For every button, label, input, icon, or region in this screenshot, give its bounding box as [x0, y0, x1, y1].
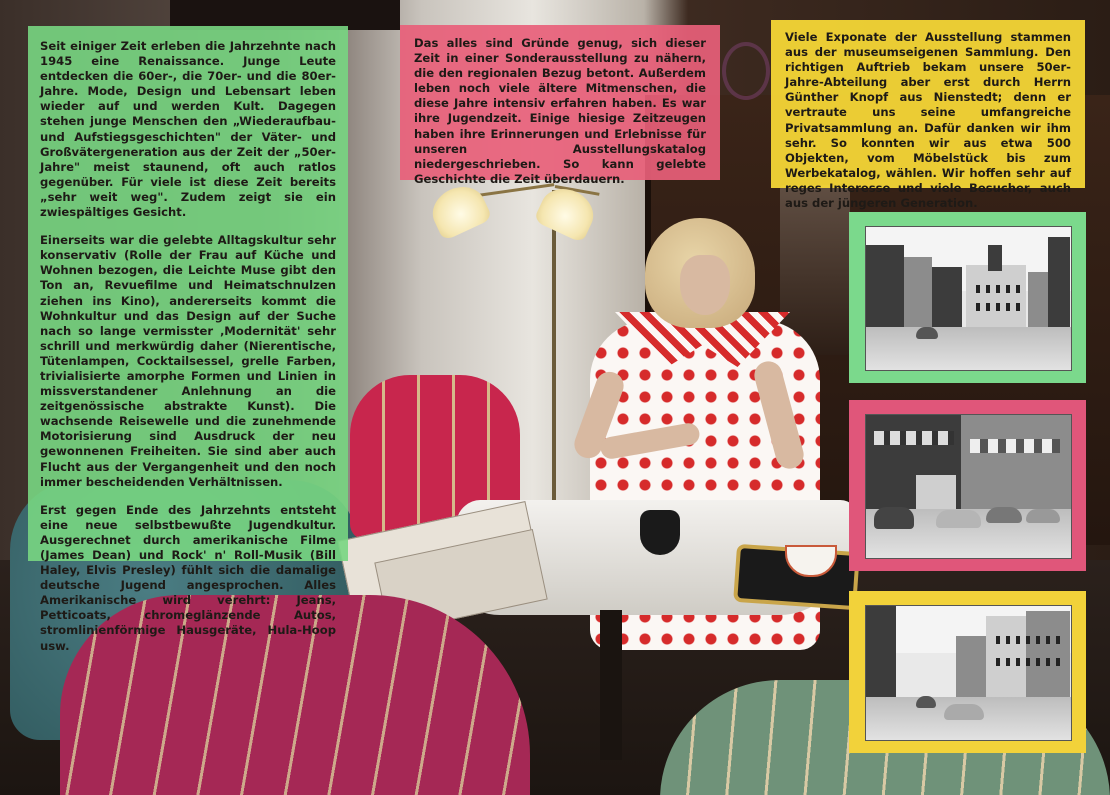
table-leg [600, 610, 622, 760]
text-panel-middle [400, 25, 720, 186]
glass-bowl [722, 42, 770, 100]
floor-lamp [552, 190, 556, 520]
photo-frame-half-timbered [849, 591, 1086, 753]
paragraph-alltagskultur: Einerseits war die gelebte Alltagskultur sehr konservativ (Rolle der Frau auf Küche und Wohnen bezogen, die Leichte Muse gibt den Ton an, Revuefilme und Heimatschnulzen ziehen ins Kino), andererseits kommt die Wohnkultur und das Design auf der Suche nach so lange vermisster ‚Modernität' sehr schrill und merkwürdig daher (Nierentische, Tütenlampen, Cocktailsessel, grelle Farben, trivialisierte amorphe Formen und Linien in missverstandener Anlehnung an die zeitgenössische abstrakte Kunst). Die wachsende Reisewelle und die zunehmende Motorisierung sind Ausdruck der neu gewonnenen Freiheiten. Sie sind aber auch Flucht aus der Vergangenheit und den noch immer bescheidenden Verhältnissen. [40, 233, 336, 489]
text-panel-left [28, 26, 348, 653]
text-panel-right [771, 20, 1085, 211]
photo-town-square [865, 226, 1072, 371]
paragraph-jugendkultur: Erst gegen Ende des Jahrzehnts entsteht eine neue selbstbewußte Jugendkultur. Ausgerechnet durch amerikanische Filme (James Dean) und Rock' n' Roll-Musik (Bill Haley, Elvis Presley) fühlt sich die damalige deutsche Jugend angesprochen. Alles Amerikanische wird verehrt: Jeans, Petticoats, chromeglänzende Autos, stromlinienförmige Hausgeräte, Hula-Hoop usw. [40, 502, 336, 653]
photo-frame-street-cars [849, 400, 1086, 571]
photo-street-cars [865, 414, 1072, 559]
cocktail-stick-holder [640, 510, 680, 555]
paragraph-exponate: Viele Exponate der Ausstellung stammen aus der museumseigenen Sammlung. Den richtigen Auftrieb bekam unsere 50er-Jahre-Abteilung aber erst durch Herrn Günther Knopf aus Nienstedt; denn er vertraute uns seine umfangreiche Privatsammlung an. Dafür danken wir ihm sehr. So konnten wir aus etwa 500 Objekten, vom Möbelstück bis zum Werbekatalog, wählen. Wir hoffen sehr auf reges Interesse und viele Besucher, auch aus der jüngeren Generation. [785, 30, 1071, 211]
paragraph-renaissance: Seit einiger Zeit erleben die Jahrzehnte nach 1945 eine Renaissance. Junge Leute entdecken die 60er-, die 70er- und die 80er-Jahre. Mode, Design und Lebensart leben wieder auf und werden Kult. Dagegen stehen junge Menschen den „Wiederaufbau- und Aufstiegsgeschichten" der Väter- und Großvätergeneration aus der Zeit der „50er-Jahre" meist staunend, oft auch ratlos gegenüber. Für viele ist diese Zeit bereits „sehr weit weg". Zudem zeigt sie ein zwiespältiges Gesicht. [40, 39, 336, 220]
photo-frame-town-hall [849, 212, 1086, 383]
mannequin-face [680, 255, 730, 315]
photo-half-timbered-street [865, 605, 1072, 741]
paragraph-sonderausstellung: Das alles sind Gründe genug, sich dieser Zeit in einer Sonderausstellung zu nähern, die den regionalen Bezug betont. Außerdem leben noch viele ältere Mitmenschen, die diese Jahre intensiv erfahren haben. Es war ihre Jugendzeit. Einige hiesige Zeitzeugen haben ihre Erinnerungen und Erlebnisse für unseren Ausstellungskatalog niedergeschrieben. So kann gelebte Geschichte die Zeit überdauern. [414, 36, 706, 186]
